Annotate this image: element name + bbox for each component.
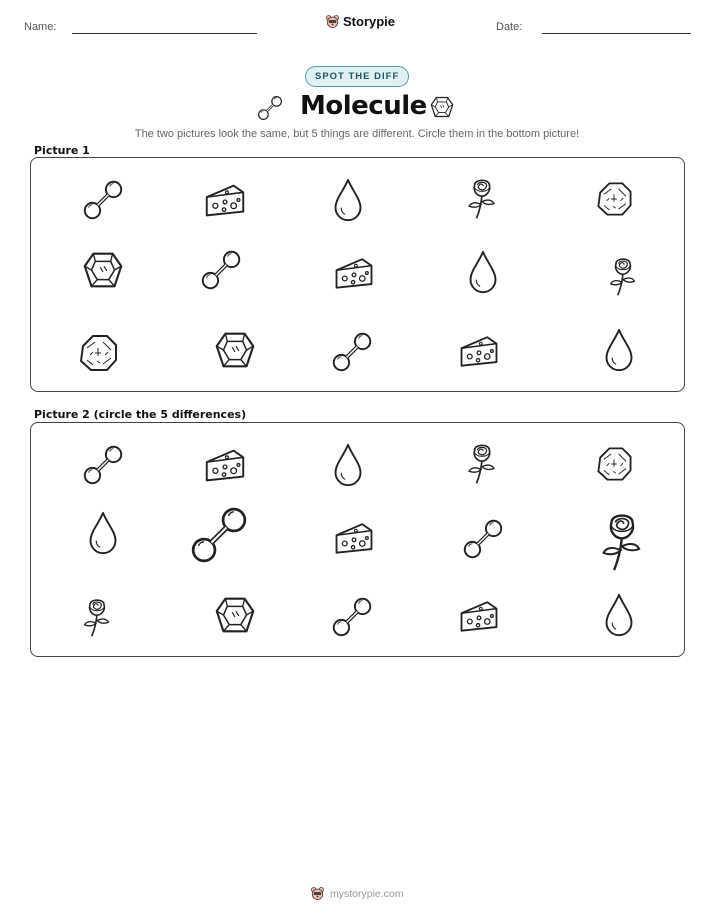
- instructions: The two pictures look the same, but 5 things are different. Circle them in the bottom picture!: [134, 128, 580, 140]
- molecule-icon[interactable]: [185, 501, 253, 569]
- footer: [310, 886, 404, 901]
- droplet-icon[interactable]: [459, 248, 507, 296]
- molecule-icon[interactable]: [79, 176, 127, 224]
- molecule-icon: [255, 93, 285, 123]
- rose-icon[interactable]: [459, 439, 505, 487]
- rose-icon[interactable]: [75, 593, 119, 641]
- cheese-icon[interactable]: [201, 441, 249, 489]
- droplet-icon[interactable]: [324, 176, 372, 224]
- rock-icon[interactable]: [591, 441, 637, 487]
- crystal-icon[interactable]: [211, 591, 259, 639]
- cheese-icon[interactable]: [331, 250, 377, 296]
- crystal-icon[interactable]: [79, 246, 127, 294]
- rose-icon[interactable]: [589, 507, 655, 575]
- rock-icon[interactable]: [591, 176, 637, 222]
- rose-icon[interactable]: [459, 174, 505, 222]
- crystal-icon[interactable]: [211, 326, 259, 374]
- footer-url[interactable]: mystorypie.com: [330, 887, 404, 900]
- date-label: Date:: [496, 21, 523, 33]
- droplet-icon[interactable]: [595, 591, 643, 639]
- page-title: Molecule: [300, 91, 427, 121]
- rock-icon[interactable]: [73, 328, 123, 378]
- bear-logo-icon: [310, 886, 325, 901]
- molecule-icon[interactable]: [459, 515, 507, 563]
- picture-1-label: Picture 1: [34, 144, 90, 157]
- rose-icon[interactable]: [601, 252, 645, 300]
- molecule-icon[interactable]: [328, 593, 376, 641]
- cheese-icon[interactable]: [456, 328, 502, 374]
- brand-logo: [325, 14, 395, 29]
- droplet-icon[interactable]: [595, 326, 643, 374]
- name-line[interactable]: [72, 33, 257, 34]
- picture-2-panel: [30, 422, 685, 657]
- cheese-icon[interactable]: [456, 593, 502, 639]
- cheese-icon[interactable]: [331, 515, 377, 561]
- crystal-icon: [428, 93, 456, 121]
- brand-name: Storypie: [343, 14, 396, 29]
- name-label: Name:: [24, 21, 57, 33]
- molecule-icon[interactable]: [197, 246, 245, 294]
- picture-1-panel: [30, 157, 685, 392]
- spot-the-diff-badge: SPOT THE DIFF: [305, 66, 409, 87]
- date-line[interactable]: [542, 33, 691, 34]
- cheese-icon[interactable]: [201, 176, 249, 224]
- bear-logo-icon: [325, 14, 340, 29]
- picture-2-label: Picture 2 (circle the 5 differences): [34, 408, 247, 421]
- droplet-icon[interactable]: [324, 441, 372, 489]
- droplet-icon[interactable]: [79, 509, 127, 557]
- molecule-icon[interactable]: [328, 328, 376, 376]
- molecule-icon[interactable]: [79, 441, 127, 489]
